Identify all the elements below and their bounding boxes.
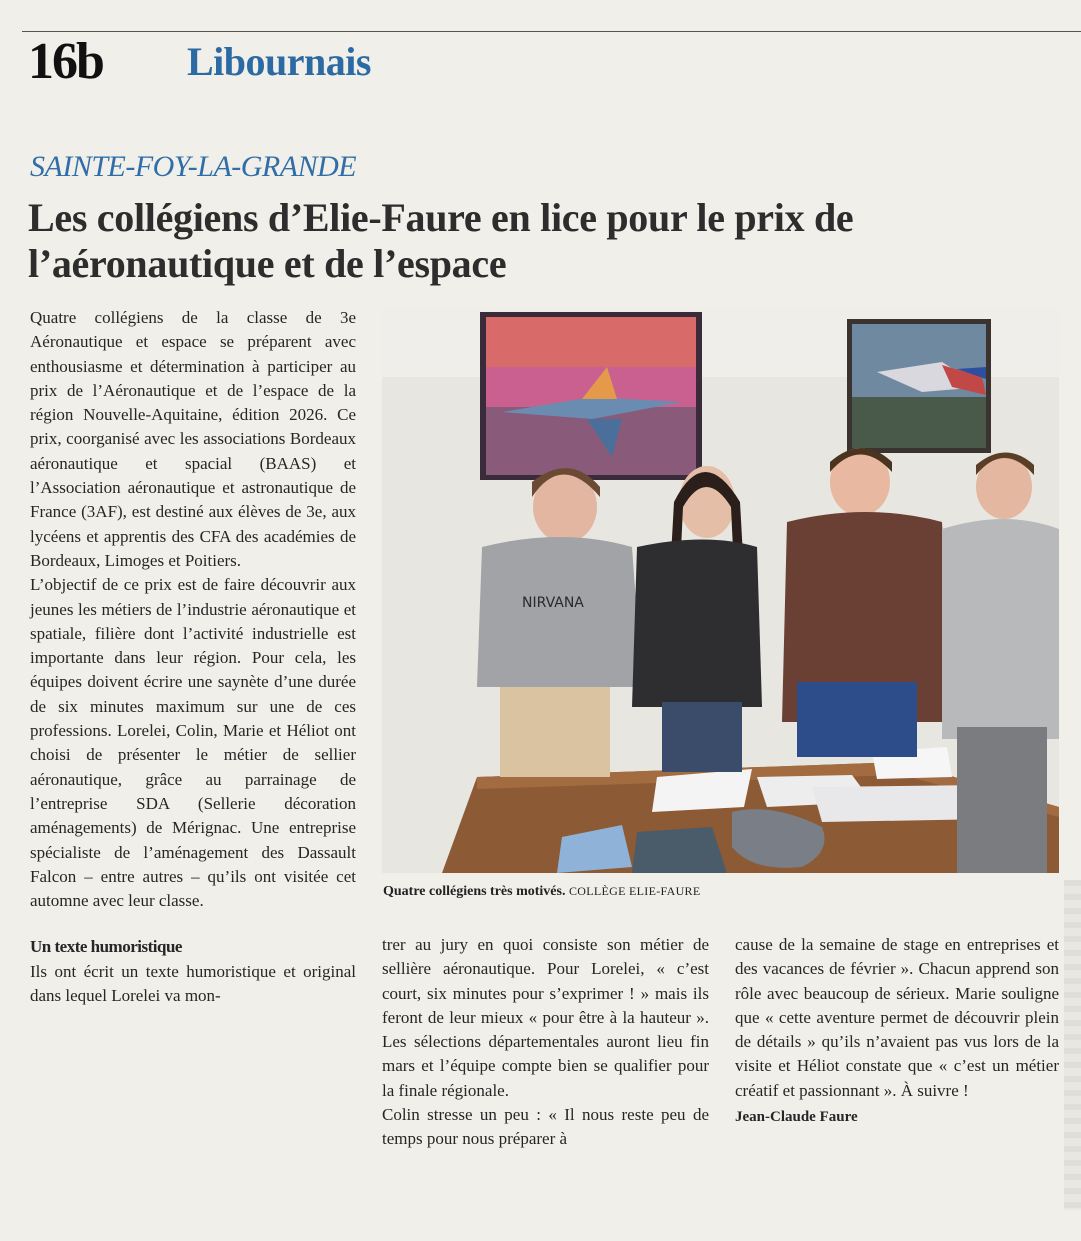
photo-illustration xyxy=(382,307,1059,873)
article-kicker: SAINTE-FOY-LA-GRANDE xyxy=(30,150,357,183)
paragraph-2: L’objectif de ce prix est de faire découvrir aux jeunes les métiers de l’industrie aéronautique et spatiale, filière dont l’activité industrielle est importante dans leur région. Pour cela, les équipes doivent écrire une saynète d’une durée de six minutes maximum sur une de ces professions. Lorelei, Colin, Marie et Héliot ont choisi de présenter le métier de sellier aéronautique, grâce au parrainage de l’entreprise SDA (Sellerie décoration aménagements) de Mérignac. Une entreprise spécialiste de l’aménagement des Dassault Falcon – entre autres – qu’ils ont visitée cet automne avec leur classe. xyxy=(30,575,356,911)
section-title: Libournais xyxy=(187,39,371,84)
article-headline: Les collégiens d’Elie-Faure en lice pour le prix de l’aéronautique et de l’espace xyxy=(28,195,854,286)
page-number: 16b xyxy=(28,33,103,90)
caption-text: Quatre collégiens très motivés. xyxy=(383,884,566,899)
painting-jet-sunset xyxy=(480,312,702,480)
author-signature: Jean-Claude Faure xyxy=(735,1109,858,1126)
photo-credit: COLLÈGE ELIE-FAURE xyxy=(568,884,701,898)
paragraph-1: Quatre collégiens de la classe de 3e Aéronautique et espace se préparent avec enthousiasme et détermination à participer au prix de l’Aéronautique et de l’espace de la région Nouvelle-Aquitaine, édition 2026. Ce prix, coorganisé avec les associations Bordeaux aéronautique et spacial (BAAS) et l’Association aéronautique et astronautique de France (3AF), est destiné aux élèves de 3e, aux lycéens et apprentis des CFA des académies de Bordeaux, Limoges et Poitiers. xyxy=(30,308,356,570)
sweatshirt-print: NIRVANA xyxy=(522,595,584,611)
painting-patrouille-jet xyxy=(847,319,991,453)
paper-edge xyxy=(1064,880,1081,1210)
paragraph-5: Colin stresse un peu : « Il nous reste peu de temps pour nous préparer à xyxy=(382,1105,709,1149)
column-1 xyxy=(30,306,356,1008)
article-subhead: Un texte humoristique xyxy=(30,937,182,957)
photo-caption xyxy=(383,884,700,900)
article-photo xyxy=(382,307,1059,873)
paragraph-3: Ils ont écrit un texte humoristique et original dans lequel Lorelei va mon- xyxy=(30,961,356,1006)
column-2 xyxy=(382,933,709,1152)
header-rule xyxy=(22,31,1081,32)
paragraph-4: trer au jury en quoi consiste son métier de sellière aéronautique. Pour Lorelei, « c’est court, six minutes pour s’exprimer ! » mais ils feront de leur mieux « pour être à la hauteur ». Les sélections départementales auront lieu fin mars et l’équipe compte bien se qualifier pour la finale régionale. xyxy=(382,935,709,1100)
column-3 xyxy=(735,933,1059,1129)
paragraph-6: cause de la semaine de stage en entreprises et des vacances de février ». Chacun apprend son rôle avec beaucoup de sérieux. Marie souligne que « cette aventure permet de découvrir plein de détails » qu’ils n’avaient pas vus lors de la visite et Héliot constate que « c’est un métier créatif et passionnant ». À suivre ! xyxy=(735,935,1059,1100)
